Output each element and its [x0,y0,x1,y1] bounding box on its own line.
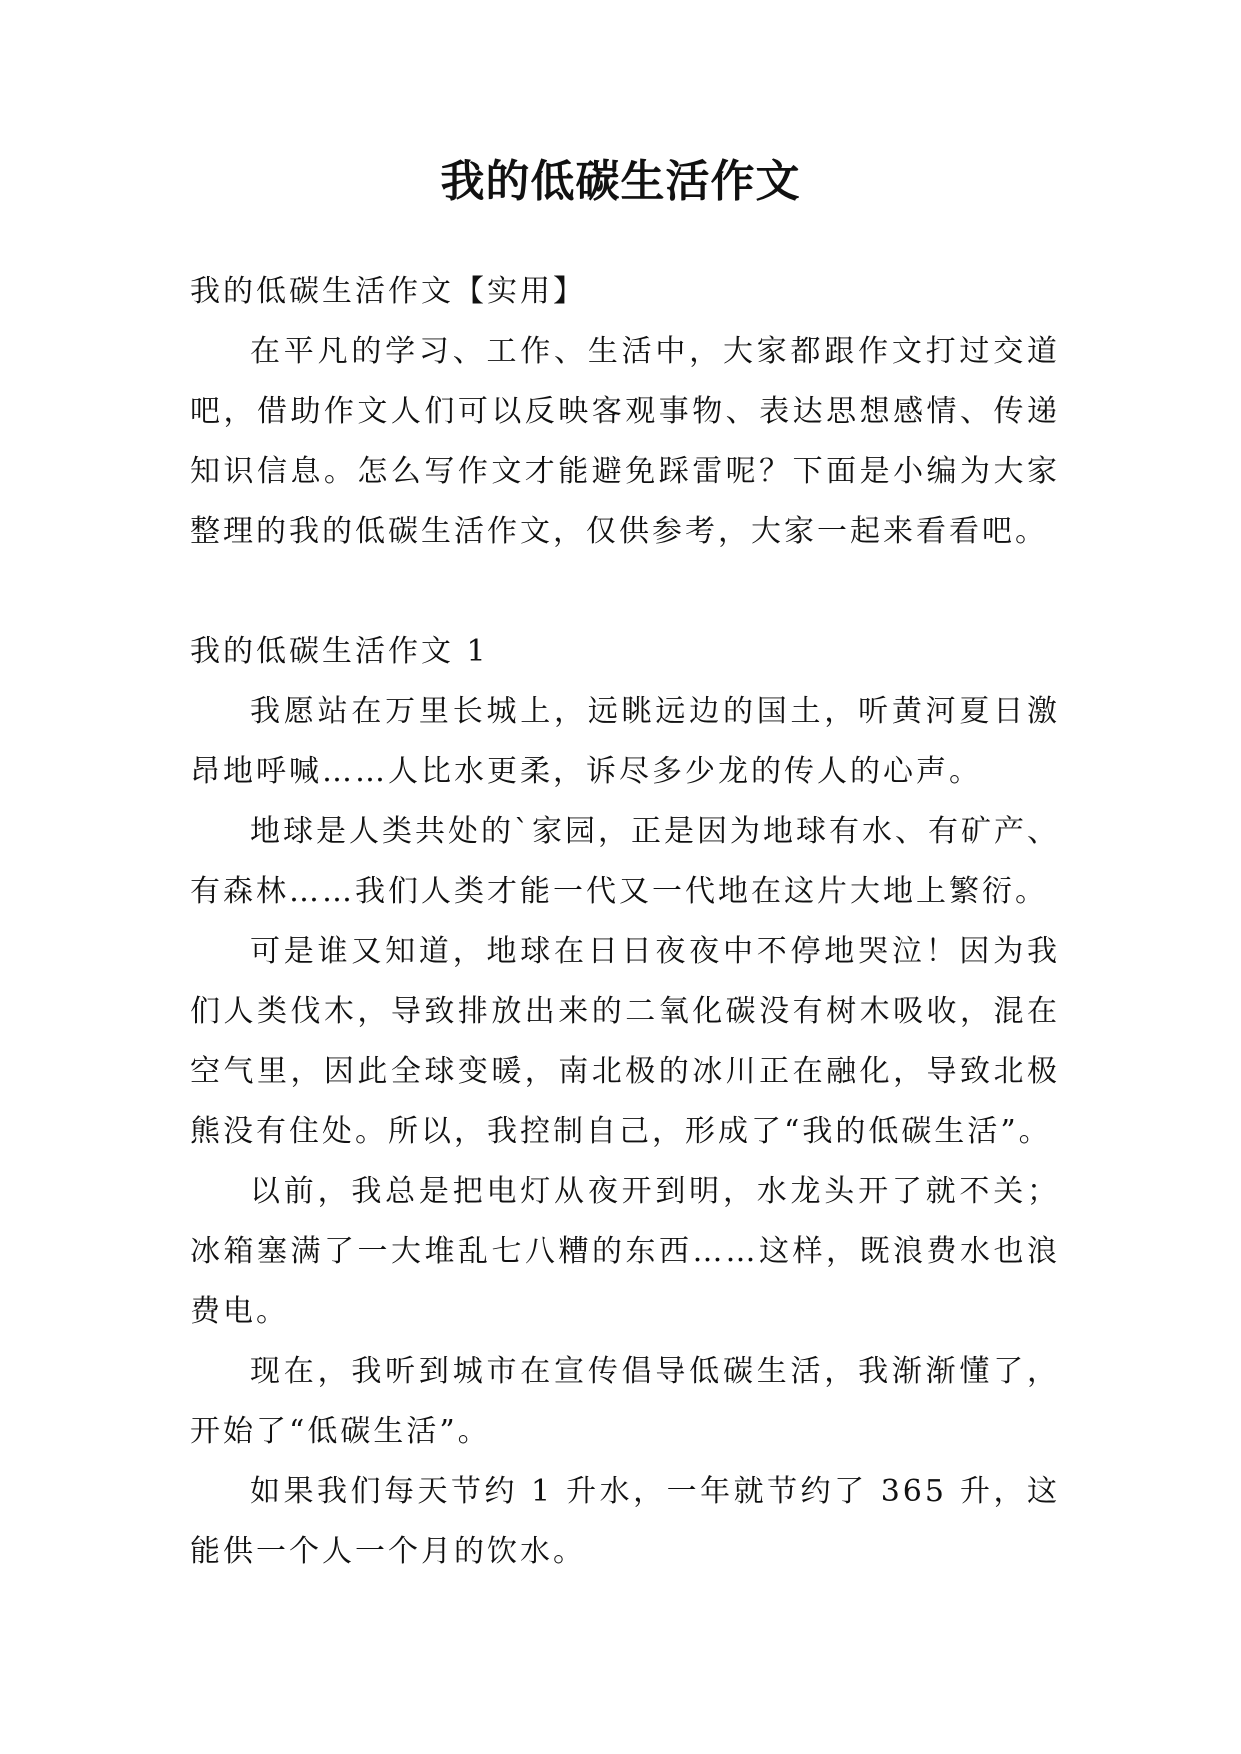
body-paragraph: 地球是人类共处的`家园，正是因为地球有水、有矿产、有森林……我们人类才能一代又一代地在这片大地上繁衍。 [190,814,1060,909]
intro-paragraph: 在平凡的学习、工作、生活中，大家都跟作文打过交道吧，借助作文人们可以反映客观事物、表达思想感情、传递知识信息。怎么写作文才能避免踩雷呢？下面是小编为大家整理的我的低碳生活作文，仅供参考，大家一起来看看吧。 [190,334,1060,549]
body-paragraph: 如果我们每天节约 1 升水，一年就节约了 365 升，这能供一个人一个月的饮水。 [190,1474,1060,1569]
body-paragraph: 以前，我总是把电灯从夜开到明，水龙头开了就不关；冰箱塞满了一大堆乱七八糟的东西……这样，既浪费水也浪费电。 [190,1174,1060,1329]
document-body [190,262,1060,1582]
body-paragraph: 我愿站在万里长城上，远眺远边的国土，听黄河夏日激昂地呼喊……人比水更柔，诉尽多少龙的传人的心声。 [190,694,1060,789]
document-title: 我的低碳生活作文 [440,156,801,207]
section-spacer [190,562,1060,622]
subtitle-heading: 我的低碳生活作文【实用】 [190,274,586,309]
section-heading: 我的低碳生活作文 1 [190,634,489,669]
body-paragraph: 可是谁又知道，地球在日日夜夜中不停地哭泣！因为我们人类伐木，导致排放出来的二氧化碳没有树木吸收，混在空气里，因此全球变暖，南北极的冰川正在融化，导致北极熊没有住处。所以，我控制自己，形成了“我的低碳生活”。 [190,934,1060,1149]
body-paragraph: 现在，我听到城市在宣传倡导低碳生活，我渐渐懂了，开始了“低碳生活”。 [190,1354,1060,1449]
